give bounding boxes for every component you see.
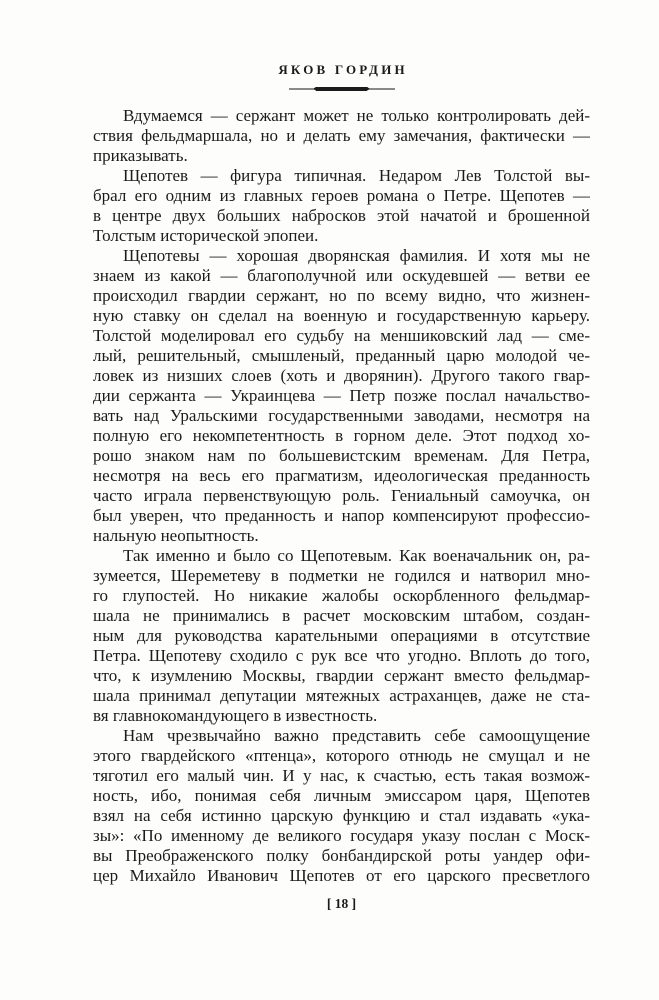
text-line: нальную неопытность. [93, 526, 259, 545]
text-line: Так именно и было со Щепотевым. Как военачальник он, ра- [123, 546, 590, 565]
text-line: был уверен, что преданность и напор компенсируют профессио- [93, 506, 590, 525]
text-line: полную его некомпетентность в горном деле. Этот подход хо- [93, 426, 590, 445]
paragraph [93, 106, 590, 166]
text-line: лый, решительный, смышленый, преданный царю молодой че- [93, 346, 590, 365]
paragraph [93, 546, 590, 726]
text-line: Щепотевы — хорошая дворянская фамилия. И хотя мы не [123, 246, 590, 265]
text-line: приказывать. [93, 146, 188, 165]
text-line: Толстой моделировал его судьбу на меншиковский лад — сме- [93, 326, 590, 345]
text-line: цер Михайло Иванович Щепотев от его царского пресветлого [93, 866, 590, 885]
text-line: ность, ибо, понимая себя личным эмиссаром царя, Щепотев [93, 786, 590, 805]
text-column [93, 62, 590, 886]
text-line: дии сержанта — Украинцева — Петр позже послал начальство- [93, 386, 590, 405]
text-line: вать над Уральскими государственными заводами, несмотря на [93, 406, 590, 425]
text-line: вы Преображенского полку бонбандирской роты уандер офи- [93, 846, 590, 865]
text-line: Толстым исторической эпопеи. [93, 226, 319, 245]
text-line: происходил гвардии сержант, но по всему видно, что жизнен- [93, 286, 590, 305]
text-line: зумеется, Шереметеву в подметки не годился и натворил мно- [93, 566, 590, 585]
text-line: в центре двух больших набросков этой начатой и брошенной [93, 206, 590, 225]
text-line: брал его одним из главных героев романа о Петре. Щепотев — [93, 186, 590, 205]
text-line: знаем из какой — благополучной или оскудевшей — ветви ее [93, 266, 590, 285]
text-line: ловек из низших слоев (хоть и дворянин). Другого такого гвар- [93, 366, 590, 385]
text-line: ствия фельдмаршала, но и делать ему замечания, фактически — [93, 126, 590, 145]
header-divider-ornament [289, 86, 395, 92]
text-line: несмотря на весь его прагматизм, идеологическая преданность [93, 466, 590, 485]
text-line: вя главнокомандующего в известность. [93, 706, 378, 725]
body-text [93, 106, 590, 886]
text-line: шала не принимались в расчет московским штабом, создан- [93, 606, 590, 625]
text-line: рошо знаком нам по большевистским временам. Для Петра, [93, 446, 590, 465]
text-line: Петра. Щепотеву сходило с рук все что угодно. Вплоть до того, [93, 646, 590, 665]
text-line: го глупостей. Но никакие жалобы оскорбленного фельдмар- [93, 586, 590, 605]
page-number: [ 18 ] [326, 896, 357, 911]
divider-thick-rule [314, 87, 370, 92]
text-line: взял на себя истинно царскую функцию и стал издавать «ука- [93, 806, 590, 825]
text-line: ным для руководства карательными операциями в отсутствие [93, 626, 590, 645]
running-header: ЯКОВ ГОРДИН [278, 62, 408, 77]
text-line: шала принимал депутации мятежных астраханцев, даже не ста- [93, 686, 590, 705]
text-line: Щепотев — фигура типичная. Недаром Лев Толстой вы- [123, 166, 590, 185]
text-line: тяготил его малый чин. И у нас, к счастью, есть такая возмож- [93, 766, 590, 785]
text-line: часто играла первенствующую роль. Гениальный самоучка, он [93, 486, 590, 505]
paragraph [93, 166, 590, 246]
paragraph [93, 246, 590, 546]
text-line: зы»: «По именному де великого государя указу послан с Моск- [93, 826, 590, 845]
text-line: что, к изумлению Москвы, гвардии сержант вместо фельдмар- [93, 666, 590, 685]
text-line: ную ставку он сделал на военную и государственную карьеру. [93, 306, 590, 325]
text-line: Нам чрезвычайно важно представить себе самоощущение [123, 726, 590, 745]
paragraph [93, 726, 590, 886]
text-line: этого гвардейского «птенца», которого отнюдь не смущал и не [93, 746, 590, 765]
text-line: Вдумаемся — сержант может не только контролировать дей- [123, 106, 590, 125]
